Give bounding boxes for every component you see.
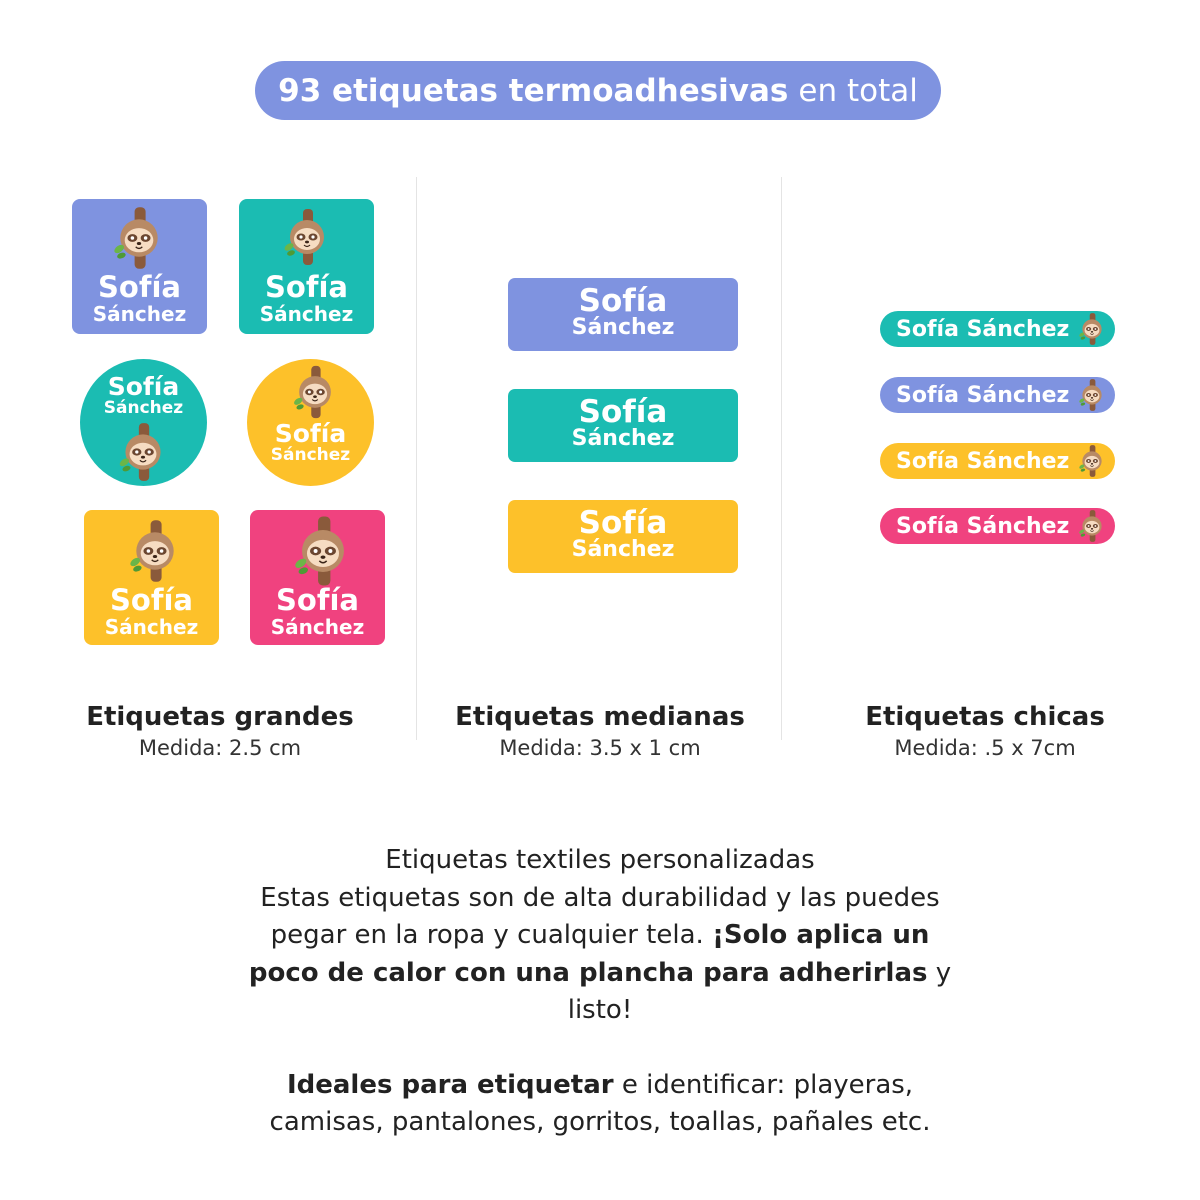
large-label-round-teal xyxy=(80,359,207,486)
sloth-icon xyxy=(122,516,188,586)
label-full-name: Sofía Sánchez xyxy=(896,448,1070,474)
sloth-icon xyxy=(1075,312,1109,346)
sloth-icon xyxy=(1075,378,1109,412)
description-bold-text: ¡Solo aplica un poco de calor con una plancha para adherirlas xyxy=(248,920,930,988)
column-caption-medium xyxy=(420,702,780,760)
small-label-teal xyxy=(880,311,1115,347)
column-measure: Medida: .5 x 7cm xyxy=(894,736,1076,760)
large-label-pink xyxy=(250,510,385,645)
label-last-name: Sánchez xyxy=(270,615,365,639)
label-first-name: Sofía xyxy=(265,270,348,304)
total-count-banner xyxy=(255,61,941,120)
sloth-icon xyxy=(106,205,172,271)
column-title: Etiquetas medianas xyxy=(455,702,745,732)
description-text: y listo! xyxy=(567,957,952,1025)
label-last-name: Sánchez xyxy=(571,426,675,451)
label-first-name: Sofía xyxy=(107,372,180,401)
medium-label-purple xyxy=(508,278,738,351)
sloth-icon xyxy=(277,204,337,270)
label-last-name: Sánchez xyxy=(571,537,675,562)
large-label-teal xyxy=(239,199,374,334)
product-description xyxy=(100,842,1100,1142)
label-first-name: Sofía xyxy=(110,583,193,617)
sloth-icon xyxy=(286,514,360,588)
label-last-name: Sánchez xyxy=(92,302,187,326)
small-label-pink xyxy=(880,508,1115,544)
column-caption-small xyxy=(805,702,1165,760)
label-first-name: Sofía xyxy=(578,505,668,541)
banner-text: en total xyxy=(798,72,918,109)
column-title: Etiquetas chicas xyxy=(865,702,1105,732)
medium-label-teal xyxy=(508,389,738,462)
large-label-round-yellow xyxy=(247,359,374,486)
sloth-icon xyxy=(112,421,174,483)
label-last-name: Sánchez xyxy=(104,615,199,639)
small-label-yellow xyxy=(880,443,1115,479)
label-full-name: Sofía Sánchez xyxy=(896,382,1070,408)
sloth-icon xyxy=(287,363,343,421)
column-divider xyxy=(781,177,782,740)
sloth-icon xyxy=(1075,444,1109,478)
banner-bold-text: 93 etiquetas termoadhesivas xyxy=(278,72,789,109)
column-caption-large xyxy=(40,702,400,760)
large-label-purple xyxy=(72,199,207,334)
large-label-yellow xyxy=(84,510,219,645)
description-text: Estas etiquetas son de alta durabilidad y las puedes pegar en la ropa y cualquier tela. xyxy=(260,882,940,950)
column-measure: Medida: 3.5 x 1 cm xyxy=(499,736,701,760)
label-first-name: Sofía xyxy=(276,583,359,617)
label-last-name: Sánchez xyxy=(103,398,184,418)
label-full-name: Sofía Sánchez xyxy=(896,513,1070,539)
column-title: Etiquetas grandes xyxy=(86,702,354,732)
small-label-purple xyxy=(880,377,1115,413)
label-first-name: Sofía xyxy=(578,283,668,319)
column-divider xyxy=(416,177,417,740)
description-text: e identificar: playeras, camisas, pantalones, gorritos, toallas, pañales etc. xyxy=(269,1069,931,1137)
medium-label-yellow xyxy=(508,500,738,573)
label-last-name: Sánchez xyxy=(571,315,675,340)
label-last-name: Sánchez xyxy=(259,302,354,326)
description-heading: Etiquetas textiles personalizadas xyxy=(385,845,815,875)
label-first-name: Sofía xyxy=(98,270,181,304)
label-last-name: Sánchez xyxy=(270,445,351,465)
column-measure: Medida: 2.5 cm xyxy=(138,736,302,760)
sloth-icon xyxy=(1075,509,1109,543)
description-bold-text: Ideales para etiquetar xyxy=(286,1069,614,1100)
label-first-name: Sofía xyxy=(578,394,668,430)
label-first-name: Sofía xyxy=(274,419,347,448)
label-full-name: Sofía Sánchez xyxy=(896,316,1070,342)
